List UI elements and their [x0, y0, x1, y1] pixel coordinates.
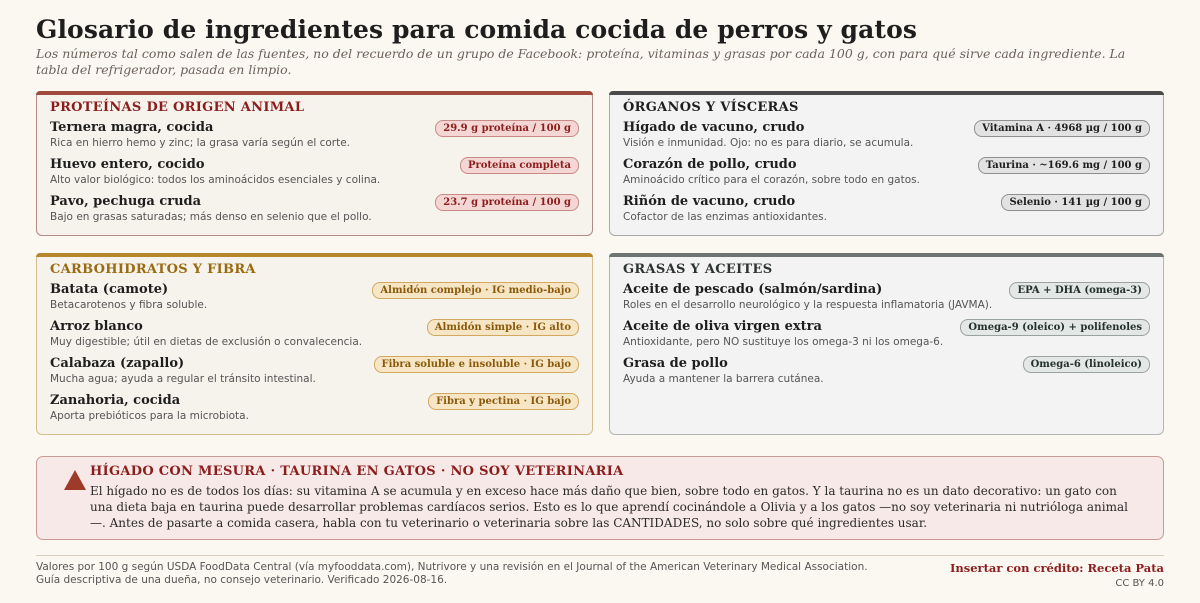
- ingredient-name: Pavo, pechuga cruda: [50, 194, 202, 209]
- warning-callout: [36, 456, 1164, 540]
- ingredient-name: Arroz blanco: [50, 319, 143, 334]
- ingredient-name: Aceite de oliva virgen extra: [623, 319, 822, 334]
- proteins-card-title: PROTEÍNAS DE ORIGEN ANIMAL: [50, 100, 305, 115]
- organs-card-title: ÓRGANOS Y VÍSCERAS: [623, 100, 799, 115]
- ingredient-desc: Muy digestible; útil en dietas de exclusión o convalecencia.: [50, 336, 363, 348]
- carbs-card: [36, 253, 593, 435]
- ingredient-name: Batata (camote): [50, 282, 169, 297]
- warning-triangle-icon: [64, 470, 86, 494]
- ingredient-item: [623, 281, 1150, 312]
- ingredient-desc: Betacarotenos y fibra soluble.: [50, 299, 208, 311]
- ingredient-desc: Cofactor de las enzimas antioxidantes.: [623, 211, 827, 223]
- ingredient-name: Ternera magra, cocida: [50, 120, 214, 135]
- ingredient-item: [623, 119, 1150, 150]
- ingredient-item: [623, 193, 1150, 224]
- ingredient-name: Aceite de pescado (salmón/sardina): [623, 282, 883, 297]
- ingredient-name: Riñón de vacuno, crudo: [623, 194, 796, 209]
- nutrient-badge: Fibra y pectina · IG bajo: [428, 393, 579, 410]
- ingredient-item: [623, 355, 1150, 386]
- proteins-card: [36, 91, 593, 236]
- page-title: Glosario de ingredientes para comida cocida de perros y gatos: [36, 15, 918, 44]
- ingredient-desc: Bajo en grasas saturadas; más denso en selenio que el pollo.: [50, 211, 372, 223]
- ingredient-item: [50, 156, 579, 187]
- carbs-card-accent: [36, 253, 593, 257]
- ingredient-item: [623, 156, 1150, 187]
- ingredient-desc: Rica en hierro hemo y zinc; la grasa varía según el corte.: [50, 137, 350, 149]
- nutrient-badge: Fibra soluble e insoluble · IG bajo: [374, 356, 579, 373]
- ingredient-desc: Mucha agua; ayuda a regular el tránsito intestinal.: [50, 373, 316, 385]
- proteins-card-accent: [36, 91, 593, 95]
- ingredient-name: Grasa de pollo: [623, 356, 728, 371]
- ingredient-item: [50, 392, 579, 423]
- footer-credit: Insertar con crédito: Receta Pata: [950, 561, 1164, 575]
- ingredient-item: [50, 193, 579, 224]
- fats-card: [609, 253, 1164, 435]
- organs-card-accent: [609, 91, 1164, 95]
- footer-license: CC BY 4.0: [1115, 578, 1164, 589]
- ingredient-item: [623, 318, 1150, 349]
- ingredient-name: Corazón de pollo, crudo: [623, 157, 797, 172]
- nutrient-badge: Almidón simple · IG alto: [427, 319, 579, 336]
- footer-sources: Valores por 100 g según USDA FoodData Central (vía myfooddata.com), Nutrivore y una revisión en el Journal of the American Veterinary Medical Association. Guía descriptiva de una dueña, no consejo veterinario. Verificado 2026-08-16.: [36, 561, 868, 586]
- ingredient-name: Huevo entero, cocido: [50, 157, 205, 172]
- ingredient-desc: Antioxidante, pero NO sustituye los omega-3 ni los omega-6.: [623, 336, 944, 348]
- carbs-card-title: CARBOHIDRATOS Y FIBRA: [50, 262, 256, 277]
- nutrient-badge: Selenio · 141 µg / 100 g: [1001, 194, 1150, 211]
- ingredient-desc: Roles en el desarrollo neurológico y la respuesta inflamatoria (JAVMA).: [623, 299, 993, 311]
- organs-card: [609, 91, 1164, 236]
- nutrient-badge: Taurina · ~169.6 mg / 100 g: [978, 157, 1150, 174]
- fats-card-accent: [609, 253, 1164, 257]
- ingredient-name: Hígado de vacuno, crudo: [623, 120, 805, 135]
- ingredient-desc: Ayuda a mantener la barrera cutánea.: [623, 373, 824, 385]
- nutrient-badge: Omega-6 (linoleico): [1023, 356, 1150, 373]
- warning-title: HÍGADO CON MESURA · TAURINA EN GATOS · NO SOY VETERINARIA: [90, 464, 624, 479]
- nutrient-badge: Omega-9 (oleico) + polifenoles: [960, 319, 1150, 336]
- nutrient-badge: EPA + DHA (omega-3): [1009, 282, 1150, 299]
- ingredient-item: [50, 355, 579, 386]
- ingredient-name: Zanahoria, cocida: [50, 393, 181, 408]
- ingredient-desc: Aminoácido crítico para el corazón, sobre todo en gatos.: [623, 174, 920, 186]
- ingredient-desc: Visión e inmunidad. Ojo: no es para diario, se acumula.: [623, 137, 914, 149]
- header: [36, 14, 1164, 78]
- ingredient-item: [50, 281, 579, 312]
- ingredient-item: [50, 119, 579, 150]
- nutrient-badge: Vitamina A · 4968 µg / 100 g: [974, 120, 1150, 137]
- nutrient-badge: 23.7 g proteína / 100 g: [435, 194, 579, 211]
- ingredient-item: [50, 318, 579, 349]
- warning-text: El hígado no es de todos los días: su vitamina A se acumula y en exceso hace más daño que bien, sobre todo en gatos. Y la taurina no es un dato decorativo: un gato con una dieta baja en taurina puede desarrollar problemas cardíacos serios. Esto es lo que aprendí cocinándole a Olivia y a los gatos —no soy veterinaria ni nutrióloga animal—. Antes de pasarte a comida casera, habla con tu veterinario o veterinaria sobre las CANTIDADES, no solo sobre qué ingredientes usar.: [90, 484, 1128, 530]
- page-subtitle: Los números tal como salen de las fuentes, no del recuerdo de un grupo de Facebook: proteína, vitaminas y grasas por cada 100 g, con para qué sirve cada ingrediente. La tabla del refrigerador, pasada en limpio.: [36, 46, 1126, 77]
- footer-divider: [36, 555, 1164, 556]
- ingredient-name: Calabaza (zapallo): [50, 356, 185, 371]
- nutrient-badge: Proteína completa: [460, 157, 579, 174]
- ingredient-desc: Aporta prebióticos para la microbiota.: [50, 410, 249, 422]
- fats-card-title: GRASAS Y ACEITES: [623, 262, 773, 277]
- nutrient-badge: 29.9 g proteína / 100 g: [435, 120, 579, 137]
- ingredient-desc: Alto valor biológico: todos los aminoácidos esenciales y colina.: [50, 174, 381, 186]
- nutrient-badge: Almidón complejo · IG medio-bajo: [372, 282, 579, 299]
